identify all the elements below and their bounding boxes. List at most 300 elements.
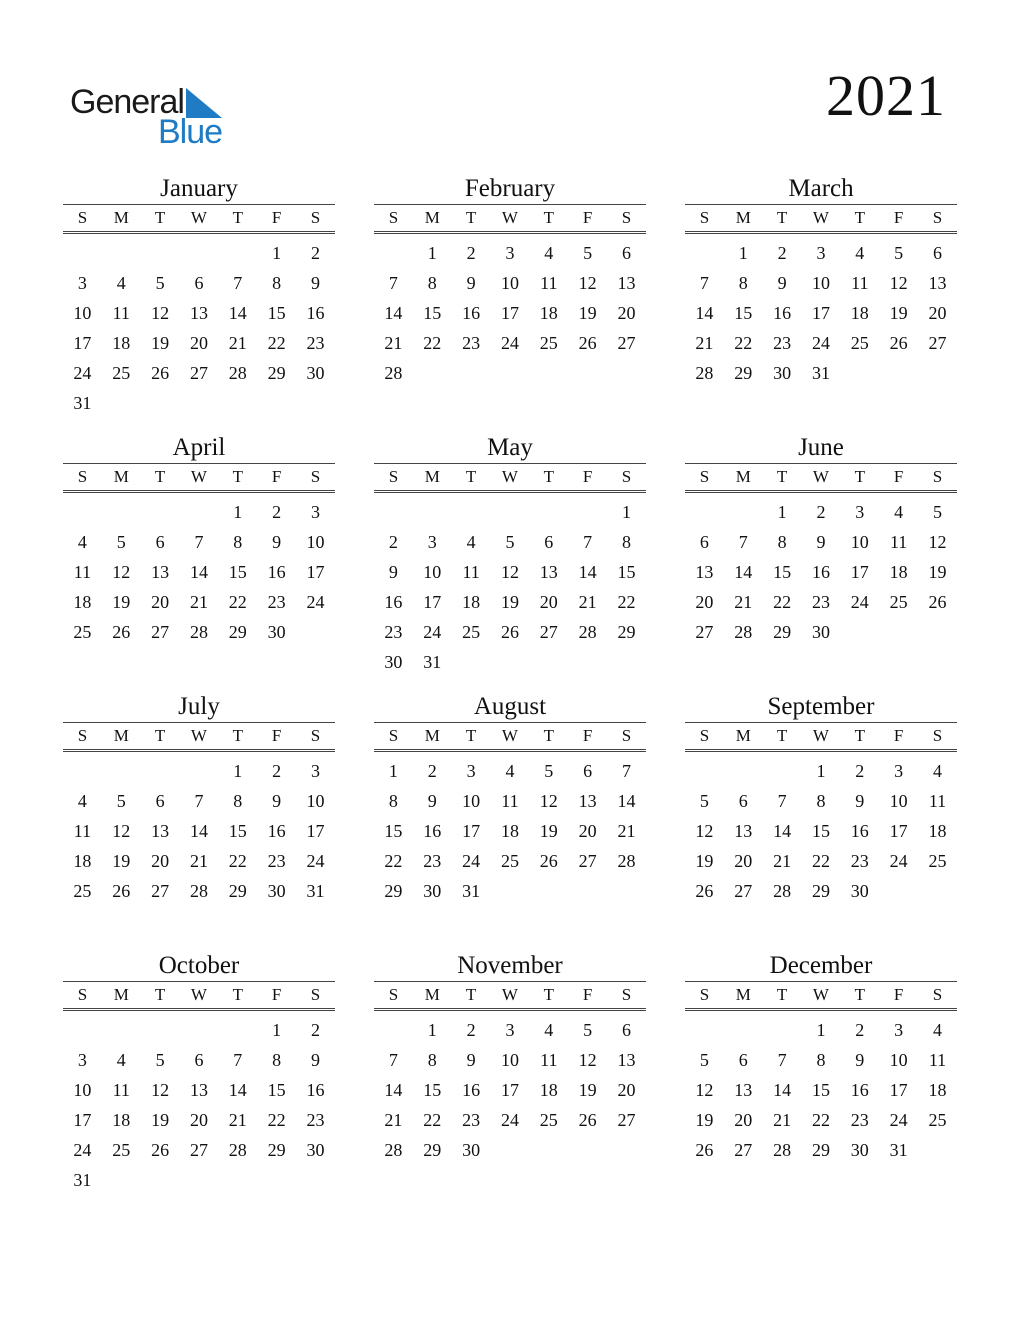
day-cell: 5 (932, 502, 942, 522)
weekday-label: W (190, 208, 207, 227)
day-cell: 6 (194, 1050, 204, 1070)
weekday-header-row (63, 204, 335, 234)
empty-day-cell (102, 238, 141, 268)
logo-text-general: General (70, 83, 184, 121)
day-cell: 16 (267, 562, 286, 582)
day-cell: 20 (734, 851, 753, 871)
day-cell: 6 (544, 532, 554, 552)
day-cell: 4 (466, 532, 476, 552)
day-cell: 8 (233, 791, 243, 811)
day-cell: 25 (889, 592, 908, 612)
day-cell: 8 (738, 273, 748, 293)
weekday-label: F (582, 208, 593, 227)
day-grid (374, 238, 646, 388)
day-cell: 25 (928, 851, 947, 871)
day-cell: 27 (695, 622, 714, 642)
day-cell: 23 (384, 622, 403, 642)
day-cell: 7 (388, 273, 398, 293)
day-cell: 28 (695, 363, 714, 383)
day-cell: 26 (539, 851, 558, 871)
weekday-label: S (388, 985, 399, 1004)
day-cell: 15 (734, 303, 753, 323)
day-cell: 18 (539, 303, 558, 323)
day-cell: 7 (194, 532, 204, 552)
day-cell: 14 (734, 562, 753, 582)
day-cell: 7 (583, 532, 593, 552)
day-cell: 7 (777, 791, 787, 811)
day-cell: 16 (384, 592, 403, 612)
weekday-header-row (63, 722, 335, 752)
day-cell: 25 (928, 1110, 947, 1130)
day-cell: 3 (310, 502, 320, 522)
weekday-label: T (776, 726, 788, 745)
day-cell: 17 (500, 1080, 519, 1100)
day-cell: 14 (617, 791, 636, 811)
day-cell: 13 (189, 303, 208, 323)
empty-day-cell (102, 756, 141, 786)
weekday-label: T (232, 726, 243, 745)
day-cell: 18 (112, 333, 131, 353)
day-cell: 6 (621, 243, 631, 263)
day-cell: 11 (851, 273, 869, 293)
weekday-label: S (932, 467, 943, 486)
weekday-label: F (271, 985, 282, 1004)
day-cell: 19 (112, 592, 131, 612)
day-cell: 14 (384, 303, 403, 323)
weekday-label: M (424, 208, 440, 227)
day-grid (685, 1015, 957, 1165)
weekday-label: S (621, 985, 632, 1004)
empty-day-cell (491, 497, 530, 527)
day-cell: 19 (112, 851, 131, 871)
day-cell: 3 (505, 1020, 515, 1040)
day-cell: 24 (889, 851, 908, 871)
day-cell: 2 (272, 761, 282, 781)
day-cell: 19 (695, 1110, 714, 1130)
day-cell: 4 (116, 1050, 126, 1070)
day-cell: 25 (112, 363, 131, 383)
empty-day-cell (141, 497, 180, 527)
day-cell: 23 (850, 1110, 869, 1130)
day-cell: 24 (73, 1140, 92, 1160)
day-cell: 10 (462, 791, 481, 811)
day-grid (63, 1015, 335, 1195)
empty-day-cell (374, 497, 413, 527)
day-cell: 1 (777, 502, 787, 522)
day-cell: 10 (889, 1050, 908, 1070)
weekday-label: T (154, 208, 166, 227)
day-cell: 5 (699, 1050, 709, 1070)
empty-day-cell (413, 497, 452, 527)
weekday-label: F (582, 985, 593, 1004)
day-cell: 27 (189, 1140, 208, 1160)
weekday-label: W (812, 985, 829, 1004)
day-cell: 2 (855, 1020, 865, 1040)
day-cell: 15 (811, 1080, 830, 1100)
day-cell: 9 (466, 1050, 476, 1070)
weekday-label: T (854, 726, 865, 745)
day-cell: 7 (233, 273, 243, 293)
weekday-label: T (465, 985, 477, 1004)
day-cell: 1 (272, 1020, 282, 1040)
empty-day-cell (180, 1015, 219, 1045)
day-cell: 30 (306, 363, 325, 383)
day-cell: 16 (850, 821, 869, 841)
day-cell: 22 (423, 1110, 442, 1130)
day-cell: 16 (462, 1080, 481, 1100)
day-cell: 2 (427, 761, 437, 781)
day-cell: 19 (695, 851, 714, 871)
day-cell: 29 (734, 363, 753, 383)
weekday-label: T (465, 208, 477, 227)
day-cell: 23 (811, 592, 830, 612)
day-cell: 12 (112, 562, 131, 582)
day-cell: 26 (112, 881, 131, 901)
day-cell: 26 (112, 622, 131, 642)
day-cell: 27 (578, 851, 597, 871)
month-february (374, 174, 646, 388)
day-cell: 8 (777, 532, 787, 552)
day-cell: 1 (738, 243, 748, 263)
day-cell: 13 (928, 273, 947, 293)
weekday-header-row (63, 463, 335, 493)
day-cell: 24 (423, 622, 442, 642)
day-cell: 23 (306, 333, 325, 353)
day-cell: 7 (388, 1050, 398, 1070)
day-cell: 22 (617, 592, 636, 612)
empty-day-cell (180, 238, 219, 268)
day-cell: 12 (578, 273, 597, 293)
day-cell: 15 (384, 821, 403, 841)
day-cell: 17 (462, 821, 481, 841)
day-cell: 9 (272, 532, 282, 552)
weekday-label: S (77, 985, 88, 1004)
day-cell: 15 (773, 562, 792, 582)
day-cell: 16 (462, 303, 481, 323)
day-cell: 2 (388, 532, 398, 552)
day-cell: 14 (773, 821, 792, 841)
weekday-label: F (271, 208, 282, 227)
day-cell: 5 (699, 791, 709, 811)
day-cell: 18 (889, 562, 908, 582)
day-cell: 29 (267, 363, 286, 383)
day-cell: 21 (773, 851, 792, 871)
day-cell: 15 (811, 821, 830, 841)
day-cell: 5 (583, 1020, 593, 1040)
day-cell: 6 (699, 532, 709, 552)
day-cell: 31 (462, 881, 481, 901)
day-cell: 20 (539, 592, 558, 612)
weekday-label: T (465, 467, 477, 486)
day-cell: 17 (889, 1080, 908, 1100)
weekday-label: S (621, 467, 632, 486)
day-cell: 13 (617, 1050, 636, 1070)
month-october (63, 951, 335, 1195)
day-cell: 16 (850, 1080, 869, 1100)
empty-day-cell (141, 238, 180, 268)
empty-day-cell (63, 238, 102, 268)
day-cell: 24 (811, 333, 830, 353)
day-cell: 9 (855, 791, 865, 811)
weekday-label: T (154, 467, 166, 486)
day-cell: 11 (112, 303, 130, 323)
weekday-label: W (190, 985, 207, 1004)
empty-day-cell (141, 1015, 180, 1045)
day-cell: 11 (928, 791, 947, 811)
weekday-label: S (388, 208, 399, 227)
day-cell: 29 (228, 881, 247, 901)
day-cell: 12 (695, 821, 714, 841)
day-cell: 20 (151, 851, 170, 871)
day-cell: 27 (539, 622, 558, 642)
month-name: April (172, 434, 226, 461)
weekday-label: F (893, 726, 904, 745)
weekday-label: T (854, 985, 865, 1004)
day-cell: 23 (462, 333, 481, 353)
day-cell: 18 (500, 821, 519, 841)
day-cell: 4 (544, 1020, 554, 1040)
empty-day-cell (763, 756, 802, 786)
empty-day-cell (724, 1015, 763, 1045)
day-cell: 31 (889, 1140, 908, 1160)
day-cell: 7 (699, 273, 709, 293)
day-cell: 28 (773, 1140, 792, 1160)
day-cell: 4 (116, 273, 126, 293)
weekday-label: T (232, 985, 243, 1004)
day-cell: 13 (734, 1080, 753, 1100)
month-name: December (769, 952, 873, 979)
day-cell: 21 (578, 592, 597, 612)
day-cell: 20 (734, 1110, 753, 1130)
empty-day-cell (685, 238, 724, 268)
day-cell: 9 (466, 273, 476, 293)
weekday-label: W (190, 467, 207, 486)
day-cell: 21 (695, 333, 714, 353)
day-cell: 26 (151, 363, 170, 383)
weekday-header-row (685, 722, 957, 752)
day-cell: 31 (423, 652, 442, 672)
day-cell: 21 (228, 333, 247, 353)
day-cell: 13 (151, 821, 170, 841)
day-cell: 18 (850, 303, 869, 323)
empty-day-cell (63, 1015, 102, 1045)
weekday-label: F (893, 985, 904, 1004)
day-cell: 21 (189, 851, 208, 871)
day-cell: 14 (384, 1080, 403, 1100)
day-cell: 19 (151, 333, 170, 353)
day-cell: 10 (306, 532, 325, 552)
weekday-label: S (77, 208, 88, 227)
day-cell: 22 (734, 333, 753, 353)
day-cell: 20 (695, 592, 714, 612)
day-cell: 26 (889, 333, 908, 353)
weekday-label: W (501, 208, 518, 227)
weekday-label: T (543, 726, 554, 745)
day-cell: 23 (267, 851, 286, 871)
day-cell: 15 (267, 1080, 286, 1100)
day-cell: 10 (423, 562, 442, 582)
day-cell: 1 (621, 502, 631, 522)
weekday-label: S (310, 985, 321, 1004)
day-cell: 18 (462, 592, 481, 612)
weekday-label: S (310, 726, 321, 745)
day-cell: 26 (695, 1140, 714, 1160)
day-cell: 8 (816, 1050, 826, 1070)
day-cell: 3 (77, 1050, 87, 1070)
day-cell: 5 (155, 273, 165, 293)
day-cell: 26 (928, 592, 947, 612)
day-cell: 2 (777, 243, 787, 263)
weekday-label: S (932, 726, 943, 745)
month-august (374, 692, 646, 906)
month-name: November (457, 952, 563, 979)
day-cell: 27 (151, 881, 170, 901)
day-cell: 29 (267, 1140, 286, 1160)
day-cell: 22 (228, 592, 247, 612)
day-cell: 14 (189, 562, 208, 582)
empty-day-cell (685, 756, 724, 786)
day-cell: 10 (73, 1080, 92, 1100)
empty-day-cell (685, 497, 724, 527)
day-cell: 6 (155, 532, 165, 552)
day-cell: 30 (850, 881, 869, 901)
weekday-header-row (63, 981, 335, 1011)
day-cell: 1 (816, 761, 826, 781)
empty-day-cell (180, 756, 219, 786)
day-cell: 17 (306, 562, 325, 582)
month-june (685, 433, 957, 647)
day-cell: 3 (466, 761, 476, 781)
day-cell: 24 (889, 1110, 908, 1130)
day-cell: 11 (501, 791, 519, 811)
day-cell: 17 (306, 821, 325, 841)
day-cell: 5 (116, 532, 126, 552)
day-cell: 17 (500, 303, 519, 323)
month-november (374, 951, 646, 1165)
day-cell: 19 (151, 1110, 170, 1130)
month-september (685, 692, 957, 906)
day-cell: 5 (155, 1050, 165, 1070)
day-cell: 23 (267, 592, 286, 612)
day-cell: 13 (734, 821, 753, 841)
day-cell: 31 (73, 393, 92, 413)
day-cell: 18 (928, 1080, 947, 1100)
weekday-header-row (685, 204, 957, 234)
day-cell: 28 (617, 851, 636, 871)
day-cell: 7 (233, 1050, 243, 1070)
day-cell: 24 (500, 333, 519, 353)
day-cell: 31 (73, 1170, 92, 1190)
day-cell: 6 (155, 791, 165, 811)
day-cell: 20 (151, 592, 170, 612)
day-cell: 27 (617, 1110, 636, 1130)
day-cell: 22 (811, 1110, 830, 1130)
day-cell: 8 (272, 1050, 282, 1070)
day-cell: 29 (384, 881, 403, 901)
day-cell: 10 (73, 303, 92, 323)
day-cell: 22 (384, 851, 403, 871)
day-cell: 15 (228, 821, 247, 841)
day-cell: 27 (928, 333, 947, 353)
empty-day-cell (180, 497, 219, 527)
day-cell: 18 (539, 1080, 558, 1100)
weekday-label: S (699, 208, 710, 227)
day-cell: 17 (811, 303, 830, 323)
month-name: June (798, 434, 844, 461)
day-cell: 9 (816, 532, 826, 552)
day-cell: 7 (738, 532, 748, 552)
weekday-label: W (501, 726, 518, 745)
weekday-label: T (776, 985, 788, 1004)
day-cell: 21 (617, 821, 636, 841)
day-cell: 9 (855, 1050, 865, 1070)
month-name: October (158, 952, 240, 979)
day-cell: 9 (310, 1050, 320, 1070)
day-cell: 17 (423, 592, 442, 612)
weekday-label: W (812, 208, 829, 227)
weekday-label: T (154, 726, 166, 745)
weekday-label: T (854, 467, 865, 486)
empty-day-cell (102, 1015, 141, 1045)
day-cell: 4 (544, 243, 554, 263)
day-cell: 8 (427, 273, 437, 293)
day-cell: 3 (427, 532, 437, 552)
day-cell: 17 (73, 1110, 92, 1130)
day-cell: 9 (777, 273, 787, 293)
day-cell: 16 (811, 562, 830, 582)
day-cell: 26 (578, 333, 597, 353)
weekday-label: M (735, 467, 751, 486)
day-cell: 2 (272, 502, 282, 522)
weekday-label: T (154, 985, 166, 1004)
day-cell: 10 (500, 273, 519, 293)
day-grid (685, 238, 957, 388)
day-cell: 13 (189, 1080, 208, 1100)
weekday-label: T (543, 985, 554, 1004)
day-cell: 24 (500, 1110, 519, 1130)
weekday-header-row (374, 981, 646, 1011)
day-cell: 22 (811, 851, 830, 871)
day-cell: 21 (384, 1110, 403, 1130)
empty-day-cell (763, 1015, 802, 1045)
empty-day-cell (374, 1015, 413, 1045)
day-grid (685, 497, 957, 647)
day-cell: 28 (228, 363, 247, 383)
day-cell: 1 (233, 502, 243, 522)
day-cell: 14 (773, 1080, 792, 1100)
day-cell: 21 (773, 1110, 792, 1130)
day-cell: 1 (388, 761, 398, 781)
weekday-header-row (374, 204, 646, 234)
day-cell: 22 (228, 851, 247, 871)
weekday-label: S (310, 467, 321, 486)
weekday-label: S (388, 726, 399, 745)
weekday-label: T (776, 467, 788, 486)
weekday-label: M (735, 208, 751, 227)
day-cell: 25 (850, 333, 869, 353)
day-cell: 5 (583, 243, 593, 263)
day-cell: 7 (777, 1050, 787, 1070)
day-cell: 2 (310, 1020, 320, 1040)
day-cell: 25 (462, 622, 481, 642)
day-cell: 3 (505, 243, 515, 263)
day-cell: 12 (151, 303, 170, 323)
day-cell: 16 (306, 1080, 325, 1100)
day-cell: 12 (928, 532, 947, 552)
day-cell: 25 (500, 851, 519, 871)
weekday-label: S (77, 467, 88, 486)
day-cell: 27 (617, 333, 636, 353)
